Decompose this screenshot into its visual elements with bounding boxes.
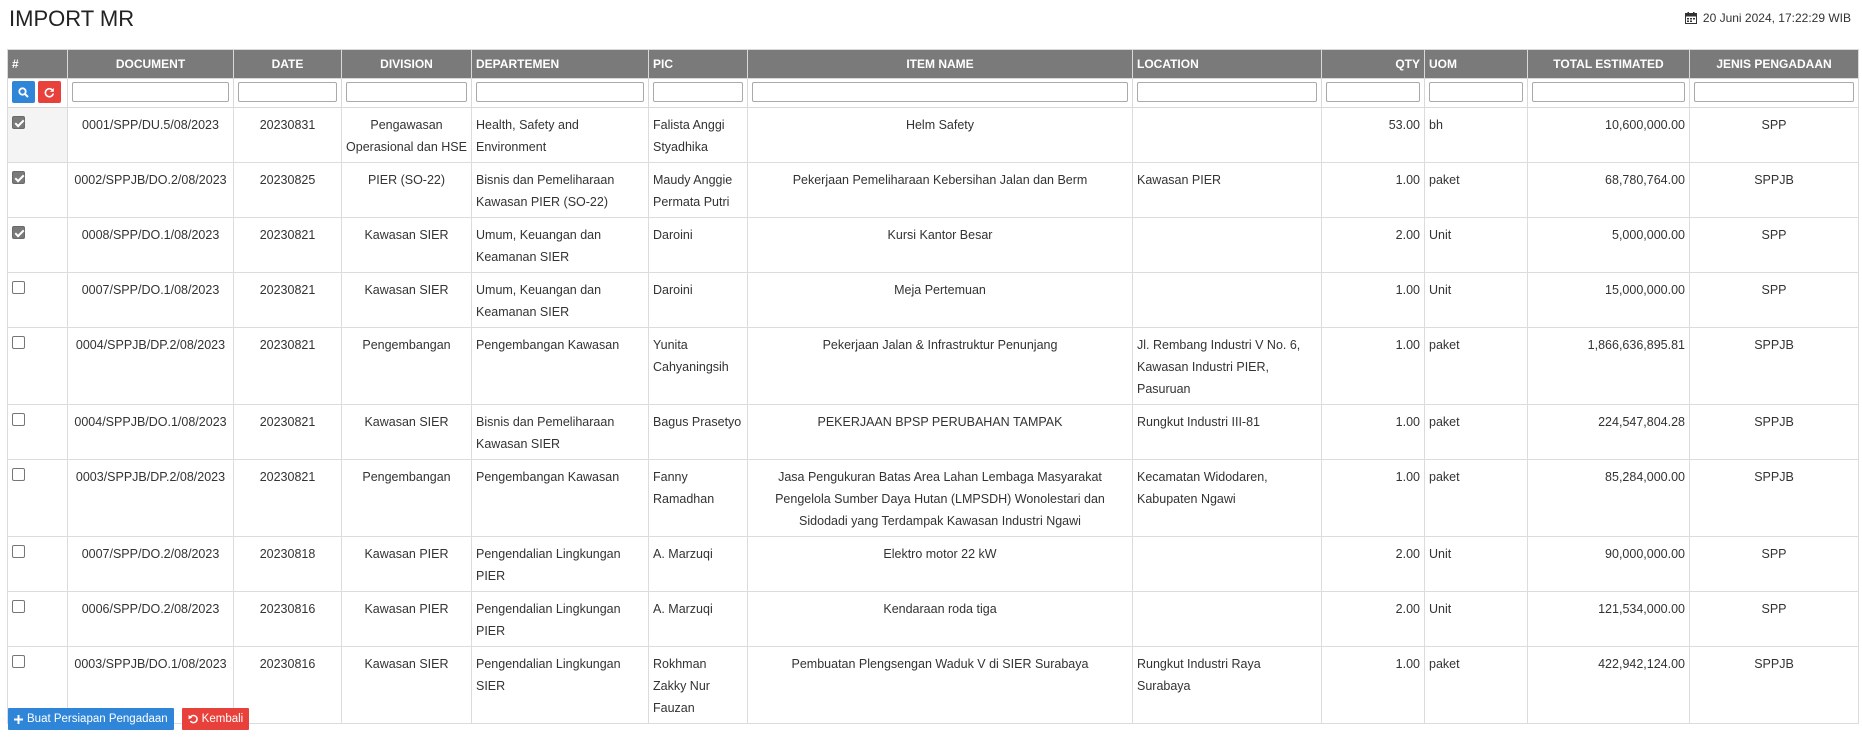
row-select-cell: [8, 273, 68, 328]
cell-division: Kawasan PIER: [342, 592, 472, 647]
table-header: [8, 50, 1859, 79]
cell-division: Kawasan SIER: [342, 273, 472, 328]
col-header-item-name[interactable]: ITEM NAME: [748, 50, 1133, 79]
cell-division: Kawasan SIER: [342, 218, 472, 273]
col-header-date[interactable]: DATE: [234, 50, 342, 79]
cell-division: Kawasan PIER: [342, 537, 472, 592]
cell-document: 0003/SPPJB/DP.2/08/2023: [68, 460, 234, 537]
cell-pic: Falista Anggi Styadhika: [649, 108, 748, 163]
cell-location: [1133, 108, 1322, 163]
create-procurement-button[interactable]: [8, 708, 174, 730]
cell-date: 20230821: [234, 328, 342, 405]
cell-location: Rungkut Industri Raya Surabaya: [1133, 647, 1322, 724]
col-header-departemen[interactable]: DEPARTEMEN: [472, 50, 649, 79]
cell-division: Pengembangan: [342, 460, 472, 537]
row-select-cell: [8, 460, 68, 537]
cell-qty: 1.00: [1322, 405, 1425, 460]
table-row: [8, 460, 1859, 537]
col-header-location[interactable]: LOCATION: [1133, 50, 1322, 79]
filter-uom-input[interactable]: [1429, 82, 1523, 102]
cell-document: 0007/SPP/DO.1/08/2023: [68, 273, 234, 328]
filter-division-input[interactable]: [346, 82, 467, 102]
cell-qty: 1.00: [1322, 460, 1425, 537]
cell-pic: A. Marzuqi: [649, 592, 748, 647]
datetime-display: [1685, 11, 1851, 25]
cell-item-name: Helm Safety: [748, 108, 1133, 163]
cell-document: 0008/SPP/DO.1/08/2023: [68, 218, 234, 273]
cell-departemen: Pengembangan Kawasan: [472, 460, 649, 537]
cell-division: Kawasan SIER: [342, 405, 472, 460]
filter-item-name-input[interactable]: [752, 82, 1128, 102]
cell-departemen: Health, Safety and Environment: [472, 108, 649, 163]
cell-uom: paket: [1425, 328, 1528, 405]
cell-item-name: Jasa Pengukuran Batas Area Lahan Lembaga Masyarakat Pengelola Sumber Daya Hutan (LMPSDH) Wonolestari dan Sidodadi yang Terdampak Kawasan Industri Ngawi: [748, 460, 1133, 537]
cell-jenis-pengadaan: SPP: [1690, 273, 1859, 328]
col-header-pic[interactable]: PIC: [649, 50, 748, 79]
cell-location: [1133, 218, 1322, 273]
cell-qty: 1.00: [1322, 328, 1425, 405]
cell-jenis-pengadaan: SPP: [1690, 537, 1859, 592]
cell-item-name: Meja Pertemuan: [748, 273, 1133, 328]
col-header-jenis-pengadaan[interactable]: JENIS PENGADAAN: [1690, 50, 1859, 79]
row-checkbox[interactable]: [12, 413, 25, 426]
cell-division: Kawasan SIER: [342, 647, 472, 724]
cell-uom: paket: [1425, 460, 1528, 537]
cell-total-estimated: 15,000,000.00: [1528, 273, 1690, 328]
page-title: IMPORT MR: [9, 6, 135, 31]
cell-jenis-pengadaan: SPPJB: [1690, 405, 1859, 460]
cell-uom: Unit: [1425, 273, 1528, 328]
cell-item-name: Pembuatan Plengsengan Waduk V di SIER Surabaya: [748, 647, 1133, 724]
row-checkbox[interactable]: [12, 226, 25, 239]
cell-jenis-pengadaan: SPP: [1690, 592, 1859, 647]
table-row: [8, 405, 1859, 460]
cell-total-estimated: 121,534,000.00: [1528, 592, 1690, 647]
filter-row: [8, 79, 1859, 108]
mr-table: [7, 49, 1859, 724]
cell-qty: 2.00: [1322, 592, 1425, 647]
cell-departemen: Pengendalian Lingkungan PIER: [472, 592, 649, 647]
cell-departemen: Bisnis dan Pemeliharaan Kawasan PIER (SO-22): [472, 163, 649, 218]
create-procurement-label: Buat Persiapan Pengadaan: [27, 713, 168, 725]
reset-filter-button[interactable]: [38, 81, 61, 103]
cell-pic: Fanny Ramadhan: [649, 460, 748, 537]
table-row: [8, 592, 1859, 647]
cell-departemen: Pengembangan Kawasan: [472, 328, 649, 405]
cell-location: Kawasan PIER: [1133, 163, 1322, 218]
filter-pic-input[interactable]: [653, 82, 743, 102]
back-button[interactable]: [182, 708, 250, 730]
cell-item-name: PEKERJAAN BPSP PERUBAHAN TAMPAK: [748, 405, 1133, 460]
cell-division: Pengawasan Operasional dan HSE: [342, 108, 472, 163]
cell-location: [1133, 592, 1322, 647]
filter-location-input[interactable]: [1137, 82, 1317, 102]
row-select-cell: [8, 405, 68, 460]
row-checkbox[interactable]: [12, 655, 25, 668]
row-checkbox[interactable]: [12, 545, 25, 558]
cell-pic: Yunita Cahyaningsih: [649, 328, 748, 405]
cell-date: 20230821: [234, 405, 342, 460]
cell-document: 0004/SPPJB/DP.2/08/2023: [68, 328, 234, 405]
search-icon: [18, 87, 29, 98]
row-checkbox[interactable]: [12, 468, 25, 481]
filter-document-input[interactable]: [72, 82, 229, 102]
back-label: Kembali: [201, 713, 244, 725]
cell-jenis-pengadaan: SPP: [1690, 108, 1859, 163]
cell-total-estimated: 10,600,000.00: [1528, 108, 1690, 163]
cell-document: 0004/SPPJB/DO.1/08/2023: [68, 405, 234, 460]
cell-jenis-pengadaan: SPPJB: [1690, 647, 1859, 724]
cell-qty: 1.00: [1322, 163, 1425, 218]
table-row: [8, 328, 1859, 405]
cell-uom: Unit: [1425, 592, 1528, 647]
cell-document: 0007/SPP/DO.2/08/2023: [68, 537, 234, 592]
filter-buttons-cell: [8, 79, 68, 108]
cell-date: 20230825: [234, 163, 342, 218]
cell-date: 20230818: [234, 537, 342, 592]
cell-location: Kecamatan Widodaren, Kabupaten Ngawi: [1133, 460, 1322, 537]
cell-departemen: Umum, Keuangan dan Keamanan SIER: [472, 218, 649, 273]
cell-total-estimated: 422,942,124.00: [1528, 647, 1690, 724]
row-checkbox[interactable]: [12, 171, 25, 184]
row-checkbox[interactable]: [12, 336, 25, 349]
cell-qty: 2.00: [1322, 218, 1425, 273]
table-row: [8, 218, 1859, 273]
cell-total-estimated: 5,000,000.00: [1528, 218, 1690, 273]
table-row: [8, 273, 1859, 328]
cell-item-name: Pekerjaan Jalan & Infrastruktur Penunjang: [748, 328, 1133, 405]
table-body: [8, 108, 1859, 724]
col-header-qty[interactable]: QTY: [1322, 50, 1425, 79]
cell-document: 0001/SPP/DU.5/08/2023: [68, 108, 234, 163]
filter-date-input[interactable]: [238, 82, 337, 102]
cell-division: Pengembangan: [342, 328, 472, 405]
cell-total-estimated: 90,000,000.00: [1528, 537, 1690, 592]
row-select-cell: [8, 163, 68, 218]
refresh-icon: [44, 87, 55, 98]
cell-document: 0006/SPP/DO.2/08/2023: [68, 592, 234, 647]
row-select-cell: [8, 328, 68, 405]
row-select-cell: [8, 592, 68, 647]
cell-date: 20230821: [234, 273, 342, 328]
row-checkbox[interactable]: [12, 116, 25, 129]
table-row: [8, 163, 1859, 218]
row-select-cell: [8, 537, 68, 592]
cell-pic: Daroini: [649, 218, 748, 273]
cell-departemen: Pengendalian Lingkungan SIER: [472, 647, 649, 724]
cell-departemen: Bisnis dan Pemeliharaan Kawasan SIER: [472, 405, 649, 460]
cell-total-estimated: 224,547,804.28: [1528, 405, 1690, 460]
cell-item-name: Pekerjaan Pemeliharaan Kebersihan Jalan dan Berm: [748, 163, 1133, 218]
col-header-select: #: [8, 50, 68, 79]
cell-item-name: Kendaraan roda tiga: [748, 592, 1133, 647]
filter-qty-input[interactable]: [1326, 82, 1420, 102]
cell-uom: bh: [1425, 108, 1528, 163]
filter-departemen-input[interactable]: [476, 82, 644, 102]
cell-uom: paket: [1425, 405, 1528, 460]
undo-icon: [188, 714, 198, 724]
cell-pic: Bagus Prasetyo: [649, 405, 748, 460]
cell-date: 20230816: [234, 647, 342, 724]
col-header-uom[interactable]: UOM: [1425, 50, 1528, 79]
datetime-text: 20 Juni 2024, 17:22:29 WIB: [1702, 11, 1851, 25]
row-checkbox[interactable]: [12, 281, 25, 294]
cell-total-estimated: 1,866,636,895.81: [1528, 328, 1690, 405]
row-select-cell: [8, 218, 68, 273]
cell-location: Rungkut Industri III-81: [1133, 405, 1322, 460]
cell-uom: Unit: [1425, 537, 1528, 592]
cell-qty: 1.00: [1322, 647, 1425, 724]
cell-location: [1133, 537, 1322, 592]
cell-total-estimated: 68,780,764.00: [1528, 163, 1690, 218]
cell-jenis-pengadaan: SPPJB: [1690, 163, 1859, 218]
cell-item-name: Elektro motor 22 kW: [748, 537, 1133, 592]
row-checkbox[interactable]: [12, 600, 25, 613]
cell-departemen: Pengendalian Lingkungan PIER: [472, 537, 649, 592]
filter-total-estimated-input[interactable]: [1532, 82, 1685, 102]
search-button[interactable]: [12, 81, 35, 103]
cell-pic: A. Marzuqi: [649, 537, 748, 592]
cell-document: 0002/SPPJB/DO.2/08/2023: [68, 163, 234, 218]
cell-item-name: Kursi Kantor Besar: [748, 218, 1133, 273]
col-header-division[interactable]: DIVISION: [342, 50, 472, 79]
cell-uom: paket: [1425, 647, 1528, 724]
action-bar: [8, 708, 249, 730]
plus-icon: [14, 715, 23, 724]
cell-jenis-pengadaan: SPPJB: [1690, 460, 1859, 537]
table-row: [8, 647, 1859, 724]
cell-pic: Rokhman Zakky Nur Fauzan: [649, 647, 748, 724]
cell-location: [1133, 273, 1322, 328]
cell-jenis-pengadaan: SPP: [1690, 218, 1859, 273]
cell-document: 0003/SPPJB/DO.1/08/2023: [68, 647, 234, 724]
col-header-total-estimated[interactable]: TOTAL ESTIMATED: [1528, 50, 1690, 79]
cell-qty: 53.00: [1322, 108, 1425, 163]
cell-pic: Daroini: [649, 273, 748, 328]
calendar-icon: [1685, 12, 1697, 24]
table-row: [8, 108, 1859, 163]
cell-date: 20230816: [234, 592, 342, 647]
cell-uom: paket: [1425, 163, 1528, 218]
cell-departemen: Umum, Keuangan dan Keamanan SIER: [472, 273, 649, 328]
cell-qty: 2.00: [1322, 537, 1425, 592]
cell-total-estimated: 85,284,000.00: [1528, 460, 1690, 537]
cell-division: PIER (SO-22): [342, 163, 472, 218]
row-select-cell: [8, 108, 68, 163]
cell-date: 20230831: [234, 108, 342, 163]
table-row: [8, 537, 1859, 592]
cell-qty: 1.00: [1322, 273, 1425, 328]
col-header-document[interactable]: DOCUMENT: [68, 50, 234, 79]
cell-uom: Unit: [1425, 218, 1528, 273]
cell-date: 20230821: [234, 460, 342, 537]
cell-jenis-pengadaan: SPPJB: [1690, 328, 1859, 405]
filter-jenis-pengadaan-input[interactable]: [1694, 82, 1854, 102]
cell-date: 20230821: [234, 218, 342, 273]
cell-pic: Maudy Anggie Permata Putri: [649, 163, 748, 218]
cell-location: Jl. Rembang Industri V No. 6, Kawasan Industri PIER, Pasuruan: [1133, 328, 1322, 405]
